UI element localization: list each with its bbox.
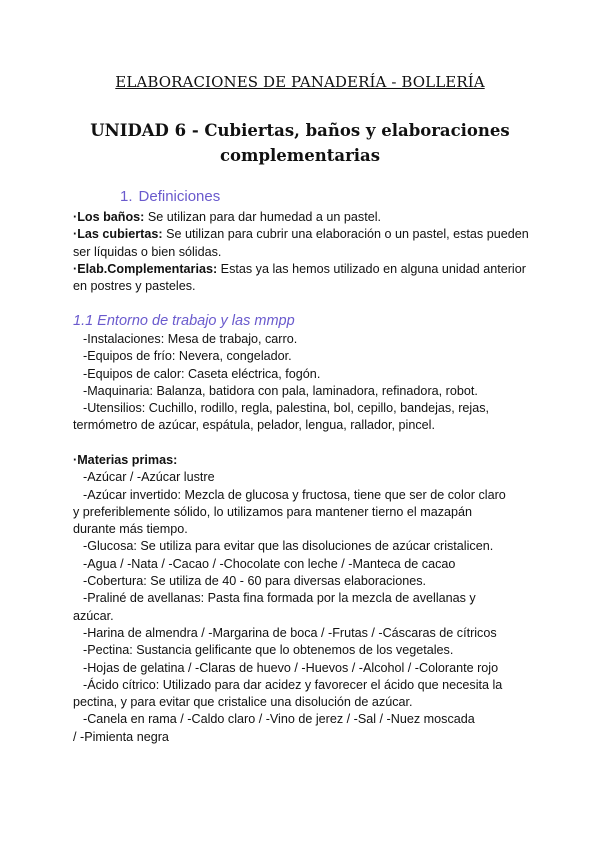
list-item: -Instalaciones: Mesa de trabajo, carro. [83, 332, 298, 346]
list-item: -Canela en rama / -Caldo claro / -Vino de jerez / -Sal / -Nuez moscada [83, 712, 475, 727]
definition-text: Se utilizan para cubrir una elaboración o un pastel, estas pueden ser líquidas o bien sólidas. [73, 227, 529, 259]
list-item: -Equipos de frío: Nevera, congelador. [83, 349, 292, 364]
definition-term: ·Las cubiertas: [73, 227, 163, 242]
subsection-heading-entorno: 1.1 Entorno de trabajo y las mmpp [73, 313, 295, 329]
list-item: -Harina de almendra / -Margarina de boca / -Frutas / -Cáscaras de cítricos [83, 625, 497, 640]
section-heading-definiciones [120, 188, 220, 205]
list-item-continuation: pectina, y para evitar que cristalice una disolución de azúcar. [73, 695, 413, 710]
list-item: -Utensilios: Cuchillo, rodillo, regla, palestina, bol, cepillo, bandejas, rejas, [83, 401, 490, 416]
definition-term: ·Los baños: [73, 210, 145, 224]
unit-title: UNIDAD 6 - Cubiertas, baños y elaboraciones complementarias [90, 121, 510, 165]
list-item: -Azúcar invertido: Mezcla de glucosa y fructosa, tiene que ser de color claro [83, 487, 506, 502]
document-title: ELABORACIONES DE PANADERÍA - BOLLERÍA [115, 73, 485, 91]
definitions-block [73, 209, 533, 295]
list-item-continuation: termómetro de azúcar, espátula, pelador, lengua, rallador, pincel. [73, 418, 435, 433]
list-item: -Glucosa: Se utiliza para evitar que las disoluciones de azúcar cristalicen. [83, 539, 494, 554]
section-heading-text: Definiciones [138, 188, 221, 205]
list-item: -Agua / -Nata / -Cacao / -Chocolate con leche / -Manteca de cacao [83, 556, 456, 571]
list-item: -Pectina: Sustancia gelificante que lo obtenemos de los vegetales. [83, 643, 454, 658]
definition-item [73, 226, 533, 261]
section-number: 1. [120, 188, 133, 205]
definition-item [73, 209, 533, 226]
list-item: -Azúcar / -Azúcar lustre [83, 470, 215, 485]
list-item-continuation: durante más tiempo. [73, 522, 188, 537]
definition-text: Se utilizan para dar humedad a un pastel. [144, 210, 382, 224]
list-item: -Praliné de avellanas: Pasta fina formada por la mezcla de avellanas y [83, 591, 476, 606]
list-item-continuation: / -Pimienta negra [73, 729, 169, 744]
list-item-continuation: y preferiblemente sólido, lo utilizamos para mantener tierno el mazapán [73, 504, 473, 519]
list-item: -Cobertura: Se utiliza de 40 - 60 para diversas elaboraciones. [83, 574, 427, 589]
entorno-list [73, 331, 533, 435]
materias-heading-text: ·Materias primas: [73, 453, 178, 467]
list-item: -Maquinaria: Balanza, batidora con pala, laminadora, refinadora, robot. [83, 383, 478, 398]
materias-primas-block [73, 452, 533, 746]
list-item-continuation: azúcar. [73, 608, 114, 623]
list-item: -Equipos de calor: Caseta eléctrica, fogón. [83, 366, 321, 381]
definition-item [73, 261, 533, 296]
definition-text: Estas ya las hemos utilizado en alguna unidad anterior en postres y pasteles. [73, 261, 526, 294]
list-item: -Ácido cítrico: Utilizado para dar acidez y favorecer el ácido que necesita la [83, 677, 503, 692]
list-item: -Hojas de gelatina / -Claras de huevo / -Huevos / -Alcohol / -Colorante rojo [83, 660, 499, 675]
definition-term: ·Elab.Complementarias: [73, 261, 218, 276]
materias-heading [73, 452, 533, 469]
